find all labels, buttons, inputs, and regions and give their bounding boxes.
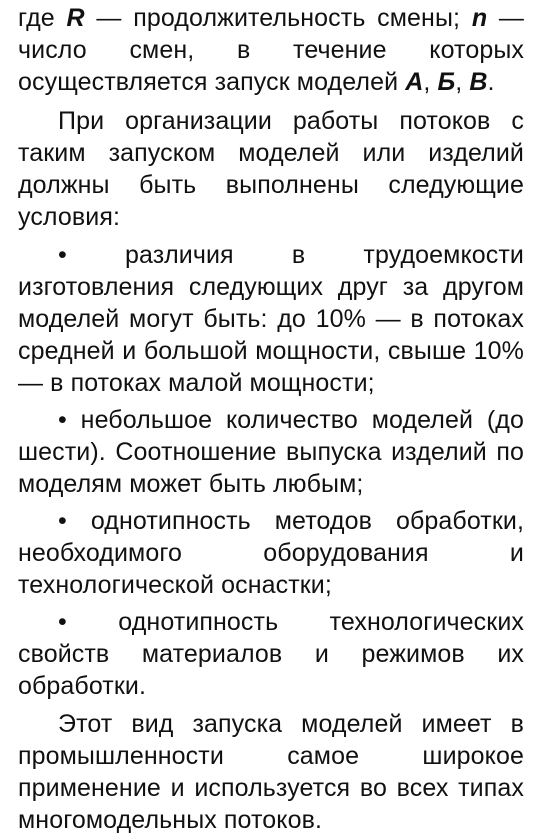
paragraph-conditions-intro: При организации работы потоков с таким запуском моделей или изделий должны быть выполнены следующие условия: [18, 107, 524, 231]
paragraph-definitions [18, 2, 524, 98]
variable-r: R [66, 4, 85, 32]
separator: , [423, 68, 438, 96]
condition-item-1: • различия в трудоемкости изготовления следующих друг за другом моделей могут быть: до 10% — в потоках средней и большой мощности, свыше 10% — в потоках малой мощности; [18, 241, 524, 397]
variable-n: n [471, 4, 488, 32]
model-b: Б [437, 68, 456, 96]
separator: , [455, 68, 470, 96]
text-span: где [18, 4, 67, 32]
text-span: — число смен, в течение которых осуществляется запуск моделей [18, 4, 525, 96]
paragraph-closing: Этот вид запуска моделей имеет в промышленности самое широкое применение и используется во всех типах многомодельных потоков. [18, 710, 524, 834]
condition-item-4: • однотипность технологических свойств материалов и режимов их обработки. [18, 608, 524, 700]
document-page [18, 2, 524, 836]
model-v: В [469, 68, 488, 96]
condition-item-2: • небольшое количество моделей (до шести). Соотношение выпуска изделий по моделям может быть любым; [18, 406, 524, 498]
text-span: . [487, 68, 495, 96]
model-a: А [405, 68, 424, 96]
text-span: — продолжительность смены; [84, 4, 472, 32]
condition-item-3: • однотипность методов обработки, необходимого оборудования и технологической оснастки; [18, 507, 524, 599]
